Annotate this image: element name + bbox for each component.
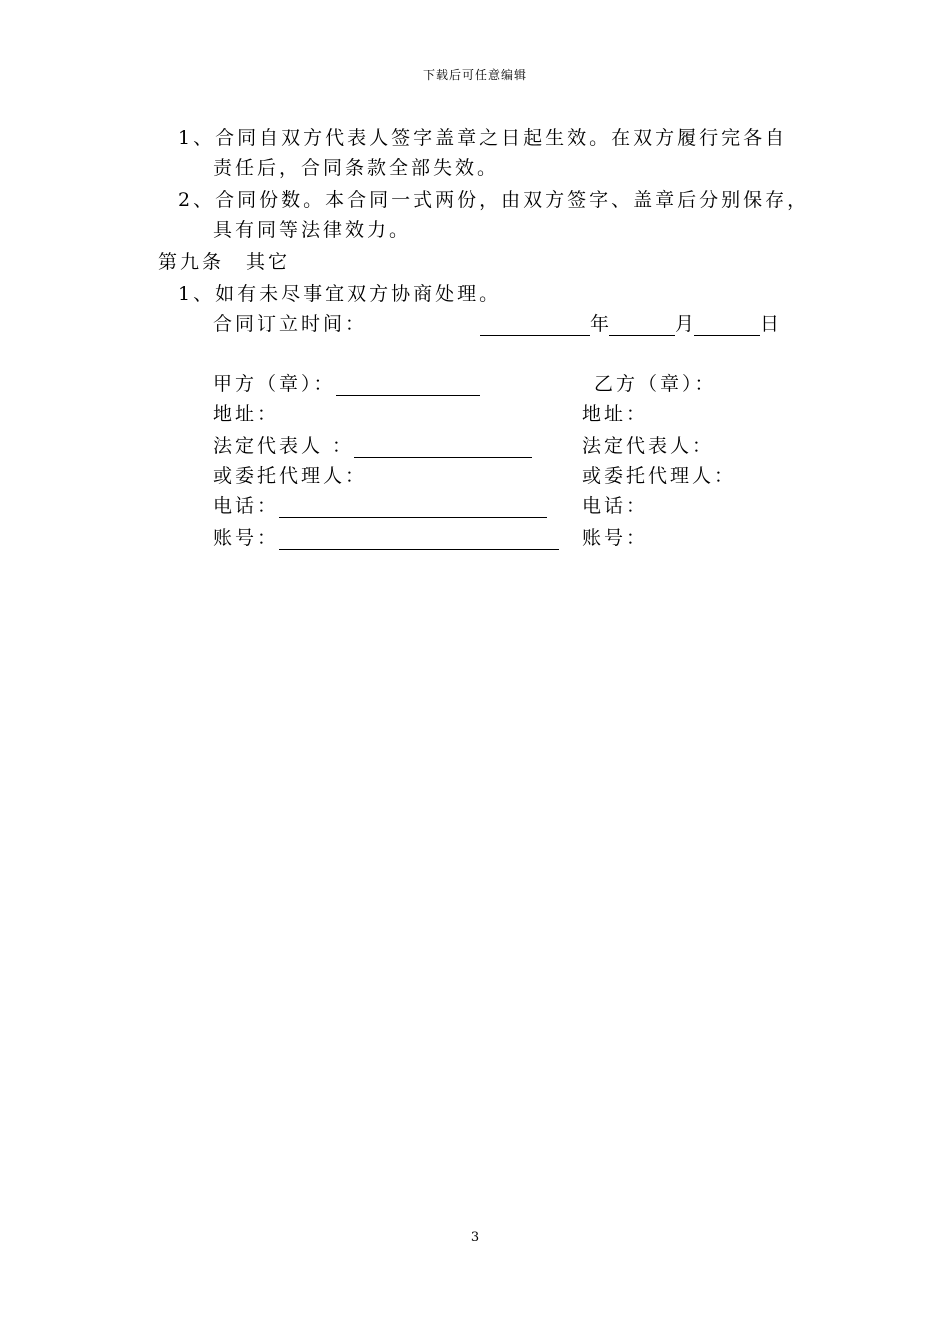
- party-b-address: 地址：: [582, 403, 649, 425]
- party-a-seal-label: 甲方（章）：: [213, 373, 336, 395]
- contract-date-label: 合同订立时间：: [213, 313, 368, 335]
- party-a-account-label: 账号：: [213, 527, 280, 549]
- page-number: 3: [470, 1230, 480, 1245]
- party-a-legal-rep-label: 法定代表人 ：: [213, 435, 355, 457]
- party-b-legal-rep: 法定代表人：: [582, 435, 715, 457]
- party-a-account: [213, 526, 559, 550]
- party-a-agent: 或委托代理人：: [213, 465, 368, 487]
- party-b-account: 账号：: [582, 527, 649, 549]
- clause-1-line-1: 1、合同自双方代表人签字盖章之日起生效。在双方履行完各自: [178, 127, 788, 149]
- article-9-item-1: 1、如有未尽事宜双方协商处理。: [178, 283, 502, 305]
- contract-date-fields: [480, 312, 779, 336]
- year-label: 年: [590, 313, 610, 335]
- party-a-phone-label: 电话：: [213, 495, 280, 517]
- party-a-legal-rep-blank[interactable]: [354, 437, 532, 458]
- party-a-legal-rep: [213, 434, 532, 458]
- article-9-title: 第九条 其它: [158, 251, 291, 273]
- clause-2-line-2: 具有同等法律效力。: [213, 219, 412, 241]
- party-a-seal: [213, 372, 480, 396]
- party-a-account-blank[interactable]: [279, 529, 559, 550]
- party-a-seal-blank[interactable]: [336, 375, 480, 396]
- page-header: 下载后可任意编辑: [422, 68, 527, 82]
- party-a-phone-blank[interactable]: [279, 497, 547, 518]
- party-b-seal: 乙方（章）：: [594, 373, 717, 395]
- month-label: 月: [675, 313, 695, 335]
- party-a-address: 地址：: [213, 403, 280, 425]
- month-blank[interactable]: [609, 315, 675, 336]
- day-blank[interactable]: [694, 315, 760, 336]
- clause-2-line-1: 2、合同份数。本合同一式两份，由双方签字、盖章后分别保存，: [178, 189, 810, 211]
- clause-1-line-2: 责任后，合同条款全部失效。: [213, 157, 500, 179]
- party-a-phone: [213, 494, 547, 518]
- party-b-phone: 电话：: [582, 495, 649, 517]
- party-b-agent: 或委托代理人：: [582, 465, 737, 487]
- year-blank[interactable]: [480, 315, 590, 336]
- day-label: 日: [760, 313, 780, 335]
